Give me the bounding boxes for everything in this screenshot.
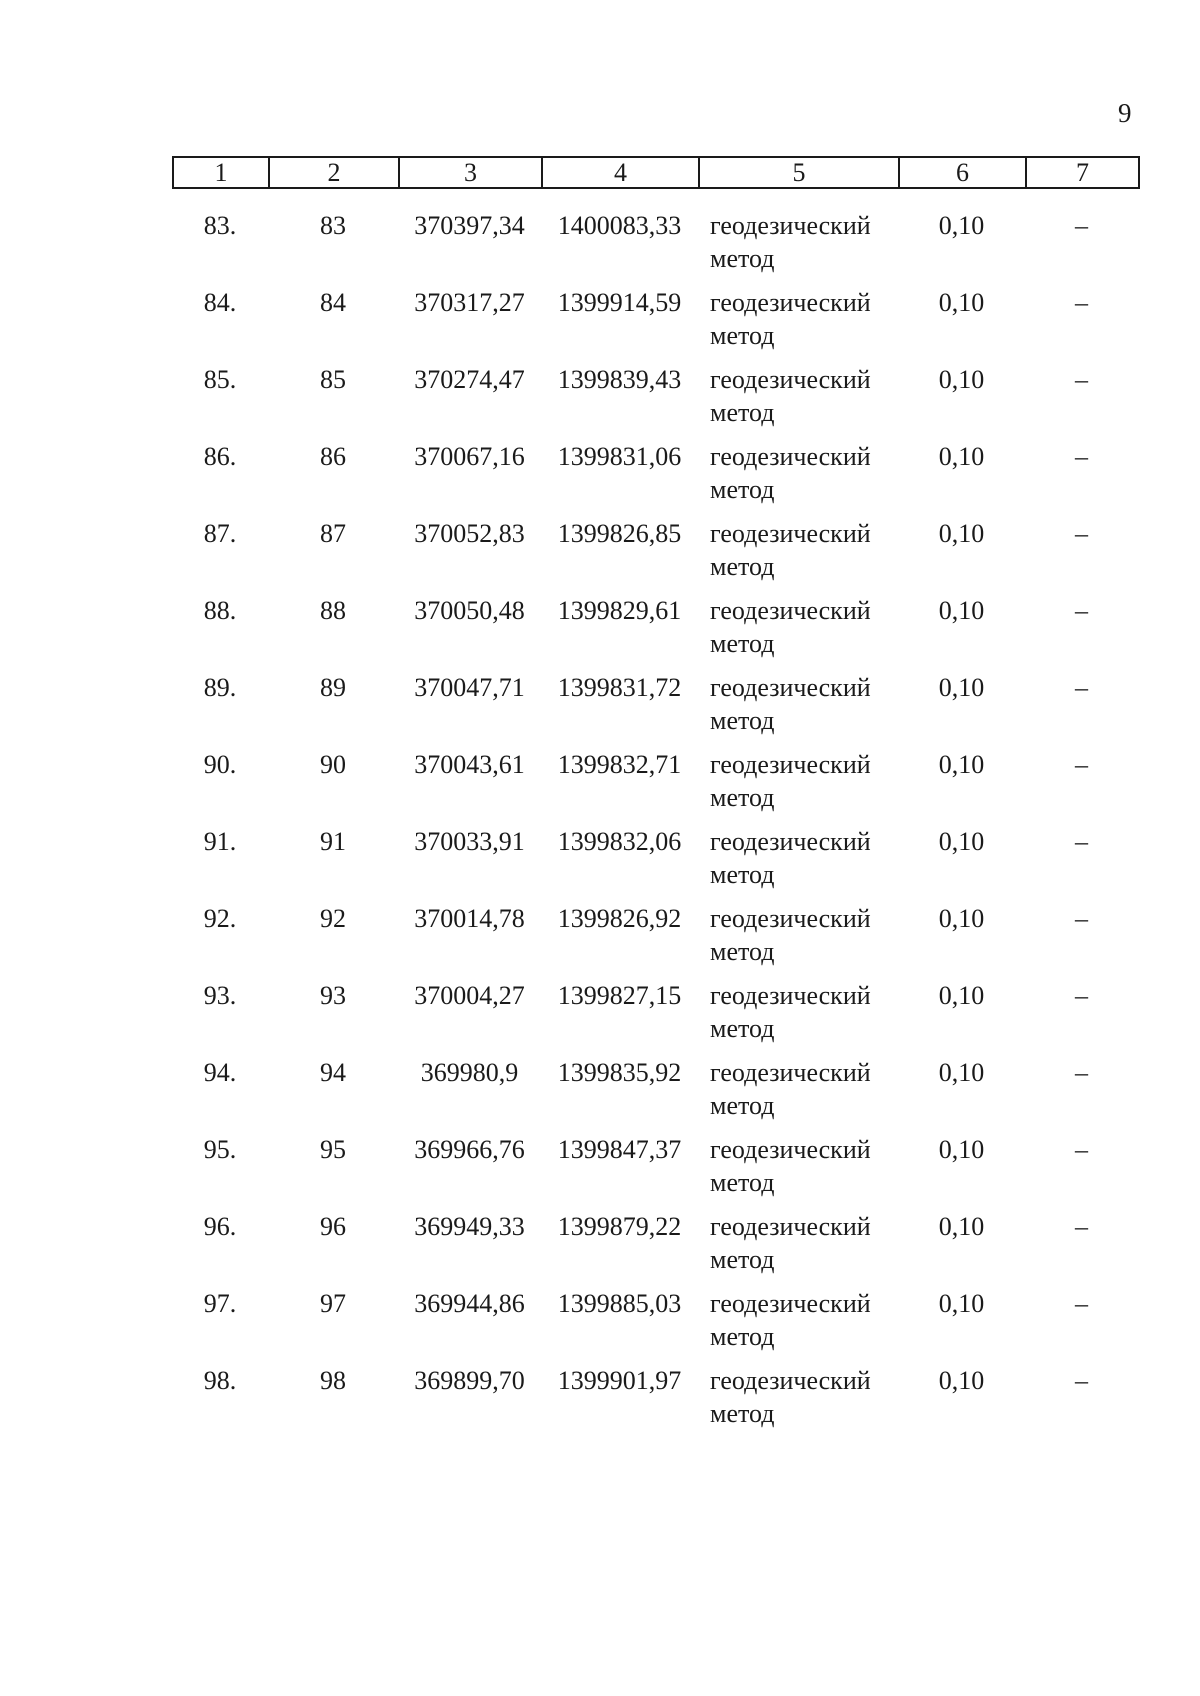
accuracy-cell: 0,10: [938, 1058, 985, 1087]
x-coordinate-cell: 369980,9: [420, 1058, 519, 1087]
method-cell: [698, 1122, 898, 1199]
method-line-2: метод: [710, 1399, 775, 1428]
method-line-1: геодезический: [710, 288, 871, 317]
table-row: [172, 737, 1138, 814]
y-coordinate-cell: 1399826,92: [557, 904, 682, 933]
point-number-cell: 89: [320, 673, 346, 702]
point-number-cell: 85: [320, 365, 346, 394]
point-number-cell: 98: [320, 1366, 346, 1395]
row-number-cell: 84.: [203, 288, 237, 317]
note-cell: –: [1075, 442, 1088, 471]
accuracy-cell: 0,10: [938, 288, 985, 317]
note-cell: –: [1075, 1212, 1088, 1241]
point-number-cell: 83: [320, 211, 346, 240]
point-number-cell: 97: [320, 1289, 346, 1318]
method-line-2: метод: [710, 321, 775, 350]
column-header-7: 7: [1026, 157, 1139, 188]
method-line-1: геодезический: [710, 1135, 871, 1164]
method-line-1: геодезический: [710, 596, 871, 625]
method-line-1: геодезический: [710, 1212, 871, 1241]
x-coordinate-cell: 370052,83: [414, 519, 525, 548]
method-line-1: геодезический: [710, 211, 871, 240]
method-cell: [698, 1199, 898, 1276]
point-number-cell: 92: [320, 904, 346, 933]
note-cell: –: [1075, 904, 1088, 933]
point-number-cell: 87: [320, 519, 346, 548]
method-cell: [698, 275, 898, 352]
method-line-1: геодезический: [710, 1058, 871, 1087]
accuracy-cell: 0,10: [938, 442, 985, 471]
method-cell: [698, 968, 898, 1045]
y-coordinate-cell: 1399901,97: [557, 1366, 682, 1395]
accuracy-cell: 0,10: [938, 519, 985, 548]
note-cell: –: [1075, 596, 1088, 625]
method-cell: [698, 1276, 898, 1353]
row-number-cell: 83.: [203, 211, 237, 240]
note-cell: –: [1075, 673, 1088, 702]
method-line-2: метод: [710, 1168, 775, 1197]
note-cell: –: [1075, 519, 1088, 548]
accuracy-cell: 0,10: [938, 904, 985, 933]
x-coordinate-cell: 369949,33: [414, 1212, 525, 1241]
table-row: [172, 506, 1138, 583]
method-line-1: геодезический: [710, 750, 871, 779]
method-line-1: геодезический: [710, 442, 871, 471]
method-line-1: геодезический: [710, 827, 871, 856]
y-coordinate-cell: 1399914,59: [557, 288, 682, 317]
x-coordinate-cell: 370043,61: [414, 750, 525, 779]
accuracy-cell: 0,10: [938, 365, 985, 394]
column-header-5: 5: [699, 157, 899, 188]
method-cell: [698, 506, 898, 583]
row-number-cell: 94.: [203, 1058, 237, 1087]
row-number-cell: 87.: [203, 519, 237, 548]
method-cell: [698, 660, 898, 737]
method-line-1: геодезический: [710, 904, 871, 933]
method-cell: [698, 891, 898, 968]
y-coordinate-cell: 1399847,37: [557, 1135, 682, 1164]
note-cell: –: [1075, 211, 1088, 240]
table-row: [172, 352, 1138, 429]
x-coordinate-cell: 369966,76: [414, 1135, 525, 1164]
accuracy-cell: 0,10: [938, 1135, 985, 1164]
column-header-1: 1: [173, 157, 269, 188]
table-row: [172, 891, 1138, 968]
method-line-2: метод: [710, 398, 775, 427]
point-number-cell: 86: [320, 442, 346, 471]
note-cell: –: [1075, 981, 1088, 1010]
y-coordinate-cell: 1399885,03: [557, 1289, 682, 1318]
method-cell: [698, 814, 898, 891]
y-coordinate-cell: 1399879,22: [557, 1212, 682, 1241]
x-coordinate-cell: 370014,78: [414, 904, 525, 933]
accuracy-cell: 0,10: [938, 750, 985, 779]
y-coordinate-cell: 1399829,61: [557, 596, 682, 625]
column-header-row: [173, 157, 1139, 188]
accuracy-cell: 0,10: [938, 827, 985, 856]
note-cell: –: [1075, 827, 1088, 856]
coordinates-table: [172, 198, 1138, 1430]
row-number-cell: 95.: [203, 1135, 237, 1164]
point-number-cell: 95: [320, 1135, 346, 1164]
note-cell: –: [1075, 1135, 1088, 1164]
method-line-1: геодезический: [710, 981, 871, 1010]
method-line-2: метод: [710, 1245, 775, 1274]
point-number-cell: 96: [320, 1212, 346, 1241]
row-number-cell: 88.: [203, 596, 237, 625]
x-coordinate-cell: 370274,47: [414, 365, 525, 394]
x-coordinate-cell: 369944,86: [414, 1289, 525, 1318]
page-number: 9: [1118, 98, 1132, 128]
x-coordinate-cell: 370397,34: [414, 211, 525, 240]
table-body: [172, 198, 1138, 1430]
column-header-6: 6: [899, 157, 1026, 188]
column-header-4: 4: [542, 157, 699, 188]
method-cell: [698, 352, 898, 429]
method-line-2: метод: [710, 1091, 775, 1120]
note-cell: –: [1075, 1289, 1088, 1318]
table-row: [172, 198, 1138, 275]
method-cell: [698, 1353, 898, 1430]
point-number-cell: 90: [320, 750, 346, 779]
method-cell: [698, 198, 898, 275]
row-number-cell: 97.: [203, 1289, 237, 1318]
accuracy-cell: 0,10: [938, 673, 985, 702]
accuracy-cell: 0,10: [938, 1366, 985, 1395]
method-line-2: метод: [710, 783, 775, 812]
method-line-1: геодезический: [710, 365, 871, 394]
method-line-2: метод: [710, 860, 775, 889]
table-row: [172, 1276, 1138, 1353]
method-line-2: метод: [710, 937, 775, 966]
x-coordinate-cell: 370047,71: [414, 673, 525, 702]
x-coordinate-cell: 370317,27: [414, 288, 525, 317]
method-line-2: метод: [710, 475, 775, 504]
table-row: [172, 1122, 1138, 1199]
table-row: [172, 1045, 1138, 1122]
method-cell: [698, 1045, 898, 1122]
method-cell: [698, 429, 898, 506]
method-line-2: метод: [710, 552, 775, 581]
table-row: [172, 1353, 1138, 1430]
note-cell: –: [1075, 1366, 1088, 1395]
method-cell: [698, 583, 898, 660]
y-coordinate-cell: 1399826,85: [557, 519, 682, 548]
note-cell: –: [1075, 1058, 1088, 1087]
point-number-cell: 88: [320, 596, 346, 625]
table-row: [172, 583, 1138, 660]
row-number-cell: 92.: [203, 904, 237, 933]
table-row: [172, 968, 1138, 1045]
method-line-2: метод: [710, 1014, 775, 1043]
method-line-1: геодезический: [710, 519, 871, 548]
x-coordinate-cell: 370004,27: [414, 981, 525, 1010]
method-cell: [698, 737, 898, 814]
column-header-table: [172, 156, 1140, 189]
x-coordinate-cell: 369899,70: [414, 1366, 525, 1395]
note-cell: –: [1075, 288, 1088, 317]
y-coordinate-cell: 1399839,43: [557, 365, 682, 394]
point-number-cell: 91: [320, 827, 346, 856]
row-number-cell: 93.: [203, 981, 237, 1010]
row-number-cell: 89.: [203, 673, 237, 702]
y-coordinate-cell: 1399827,15: [557, 981, 682, 1010]
x-coordinate-cell: 370050,48: [414, 596, 525, 625]
row-number-cell: 91.: [203, 827, 237, 856]
accuracy-cell: 0,10: [938, 1212, 985, 1241]
column-header-2: 2: [269, 157, 399, 188]
note-cell: –: [1075, 365, 1088, 394]
method-line-1: геодезический: [710, 673, 871, 702]
y-coordinate-cell: 1399832,06: [557, 827, 682, 856]
point-number-cell: 84: [320, 288, 346, 317]
method-line-2: метод: [710, 1322, 775, 1351]
note-cell: –: [1075, 750, 1088, 779]
row-number-cell: 86.: [203, 442, 237, 471]
accuracy-cell: 0,10: [938, 1289, 985, 1318]
method-line-1: геодезический: [710, 1289, 871, 1318]
row-number-cell: 96.: [203, 1212, 237, 1241]
point-number-cell: 93: [320, 981, 346, 1010]
column-header-3: 3: [399, 157, 542, 188]
method-line-1: геодезический: [710, 1366, 871, 1395]
method-line-2: метод: [710, 706, 775, 735]
x-coordinate-cell: 370033,91: [414, 827, 525, 856]
y-coordinate-cell: 1399832,71: [557, 750, 682, 779]
accuracy-cell: 0,10: [938, 596, 985, 625]
table-row: [172, 275, 1138, 352]
row-number-cell: 85.: [203, 365, 237, 394]
point-number-cell: 94: [320, 1058, 346, 1087]
accuracy-cell: 0,10: [938, 211, 985, 240]
table-row: [172, 1199, 1138, 1276]
table-row: [172, 660, 1138, 737]
accuracy-cell: 0,10: [938, 981, 985, 1010]
y-coordinate-cell: 1399831,72: [557, 673, 682, 702]
row-number-cell: 98.: [203, 1366, 237, 1395]
y-coordinate-cell: 1399831,06: [557, 442, 682, 471]
table-row: [172, 814, 1138, 891]
table-row: [172, 429, 1138, 506]
y-coordinate-cell: 1399835,92: [557, 1058, 682, 1087]
method-line-2: метод: [710, 244, 775, 273]
method-line-2: метод: [710, 629, 775, 658]
y-coordinate-cell: 1400083,33: [557, 211, 682, 240]
row-number-cell: 90.: [203, 750, 237, 779]
x-coordinate-cell: 370067,16: [414, 442, 525, 471]
